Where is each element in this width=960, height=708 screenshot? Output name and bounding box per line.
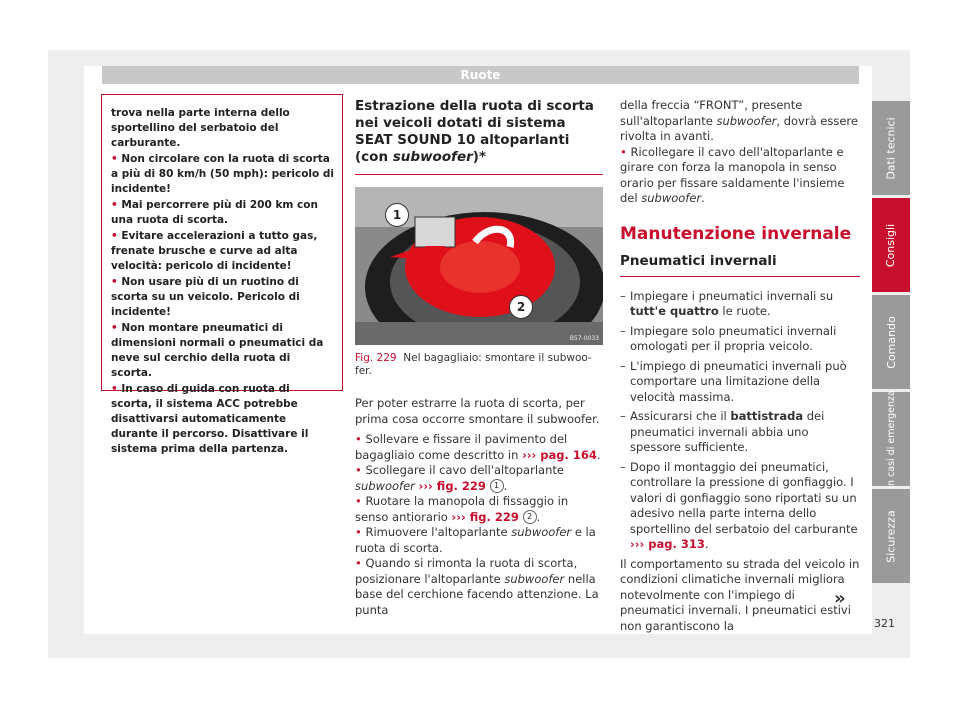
tab-comando[interactable]: Comando xyxy=(872,295,910,389)
warning-item: • Mai percorrere più di 200 km con una ruota di scorta. xyxy=(111,199,318,226)
winter-tire-list xyxy=(620,289,860,635)
tab-sicurezza[interactable]: Sicurezza xyxy=(872,489,910,583)
closing-paragraph: Il comportamento su strada del veicolo in condizioni climatiche invernali migliora notevolmente con l'impiego di pneumatici invernali. I pneumatici estivi non garantiscono la xyxy=(620,556,860,633)
figure-link[interactable]: ››› fig. 229 xyxy=(418,478,486,493)
column-right xyxy=(620,98,860,634)
warning-intro: trova nella parte interna dello sportellino del serbatoio del carburante. xyxy=(111,107,290,149)
reconnect-step: • Ricollegare il cavo dell'altoparlante e girare con forza la manopola in senso orario per fissare saldamente l'insieme del subwoofer. xyxy=(620,144,845,205)
section-heading: Manutenzione invernale xyxy=(620,223,852,244)
tab-consigli[interactable]: Consigli xyxy=(872,198,910,292)
callout-badge: 1 xyxy=(490,479,504,493)
continued-paragraph: della freccia “FRONT”, presente sull'altoparlante subwoofer, dovrà essere rivolta in avanti. xyxy=(620,98,858,143)
figure-caption: Fig. 229 Nel bagagliaio: smontare il subwoofer. xyxy=(355,352,592,377)
page-number: 321 xyxy=(874,617,895,630)
warning-item: • Non usare più di un ruotino di scorta su un veicolo. Pericolo di incidente! xyxy=(111,276,300,318)
chapter-header: Ruote xyxy=(102,66,859,84)
list-item: – Impiegare i pneumatici invernali su tutt'e quattro le ruote. xyxy=(620,288,834,318)
tab-emergenza[interactable]: In casi di emergenza xyxy=(872,392,910,486)
continued-text xyxy=(620,98,860,207)
warning-box xyxy=(101,94,343,455)
callout-1: 1 xyxy=(385,203,409,227)
list-item: – Assicurarsi che il battistrada dei pneumatici invernali abbia uno spessore sufficiente. xyxy=(620,409,825,454)
step-4: • Rimuovere l'altoparlante subwoofer e la ruota di scorta. xyxy=(355,525,596,555)
step-1: • Sollevare e fissare il pavimento del bagagliaio come descritto in ››› pag. 164. xyxy=(355,432,601,462)
procedure-text xyxy=(355,396,603,618)
list-item: – Dopo il montaggio dei pneumatici, controllare la pressione di gonfiaggio. I valori di gonfiaggio sono riportati su un adesivo nella parte interna dello sportellino del serbatoio del carburante ››› pag. 313. xyxy=(620,459,858,551)
warning-item: • Non circolare con la ruota di scorta a più di 80 km/h (50 mph): pericolo di incidente! xyxy=(111,153,335,195)
warning-item: • Non montare pneumatici di dimensioni normali o pneumatici da neve sul cerchio della ruota di scorta. xyxy=(111,322,324,379)
figure-link[interactable]: ››› fig. 229 xyxy=(451,509,519,524)
callout-2: 2 xyxy=(509,295,533,319)
page-link[interactable]: ››› pag. 164 xyxy=(522,447,597,462)
subsection-heading: Pneumatici invernali xyxy=(620,253,860,277)
step-5: • Quando si rimonta la ruota di scorta, posizionare l'altoparlante subwoofer nella base del cerchione facendo attenzione. La punta xyxy=(355,556,599,617)
column-middle xyxy=(355,98,603,618)
warning-item: • In caso di guida con ruota di scorta, il sistema ACC potrebbe disattivarsi automaticamente durante il percorso. Disattivare il sistema prima della partenza. xyxy=(111,383,309,455)
intro-paragraph: Per poter estrarre la ruota di scorta, per prima cosa occorre smontare il subwoofer. xyxy=(355,396,600,426)
tab-dati-tecnici[interactable]: Dati tecnici xyxy=(872,101,910,195)
section-title: Estrazione della ruota di scorta nei veicoli dotati di sistema SEAT SOUND 10 altoparlanti (con subwoofer)* xyxy=(355,98,603,175)
figure-subwoofer xyxy=(355,187,603,345)
list-item: – L'impiego di pneumatici invernali può comportare una limitazione della velocità massima. xyxy=(620,358,847,404)
figure-code: B57-0033 xyxy=(569,335,599,342)
continue-arrow-icon: » xyxy=(834,588,846,609)
step-3: • Ruotare la manopola di fissaggio in senso antiorario ››› fig. 229 2 . xyxy=(355,494,569,524)
page-link[interactable]: ››› pag. 313 xyxy=(630,537,705,551)
list-item: – Impiegare solo pneumatici invernali omologati per il propria veicolo. xyxy=(620,323,837,353)
callout-badge: 2 xyxy=(523,510,537,524)
step-2: • Scollegare il cavo dell'altoparlante subwoofer ››› fig. 229 1 . xyxy=(355,463,564,493)
warning-item: • Evitare accelerazioni a tutto gas, frenate brusche e curve ad alta velocità: pericolo di incidente! xyxy=(111,230,318,272)
